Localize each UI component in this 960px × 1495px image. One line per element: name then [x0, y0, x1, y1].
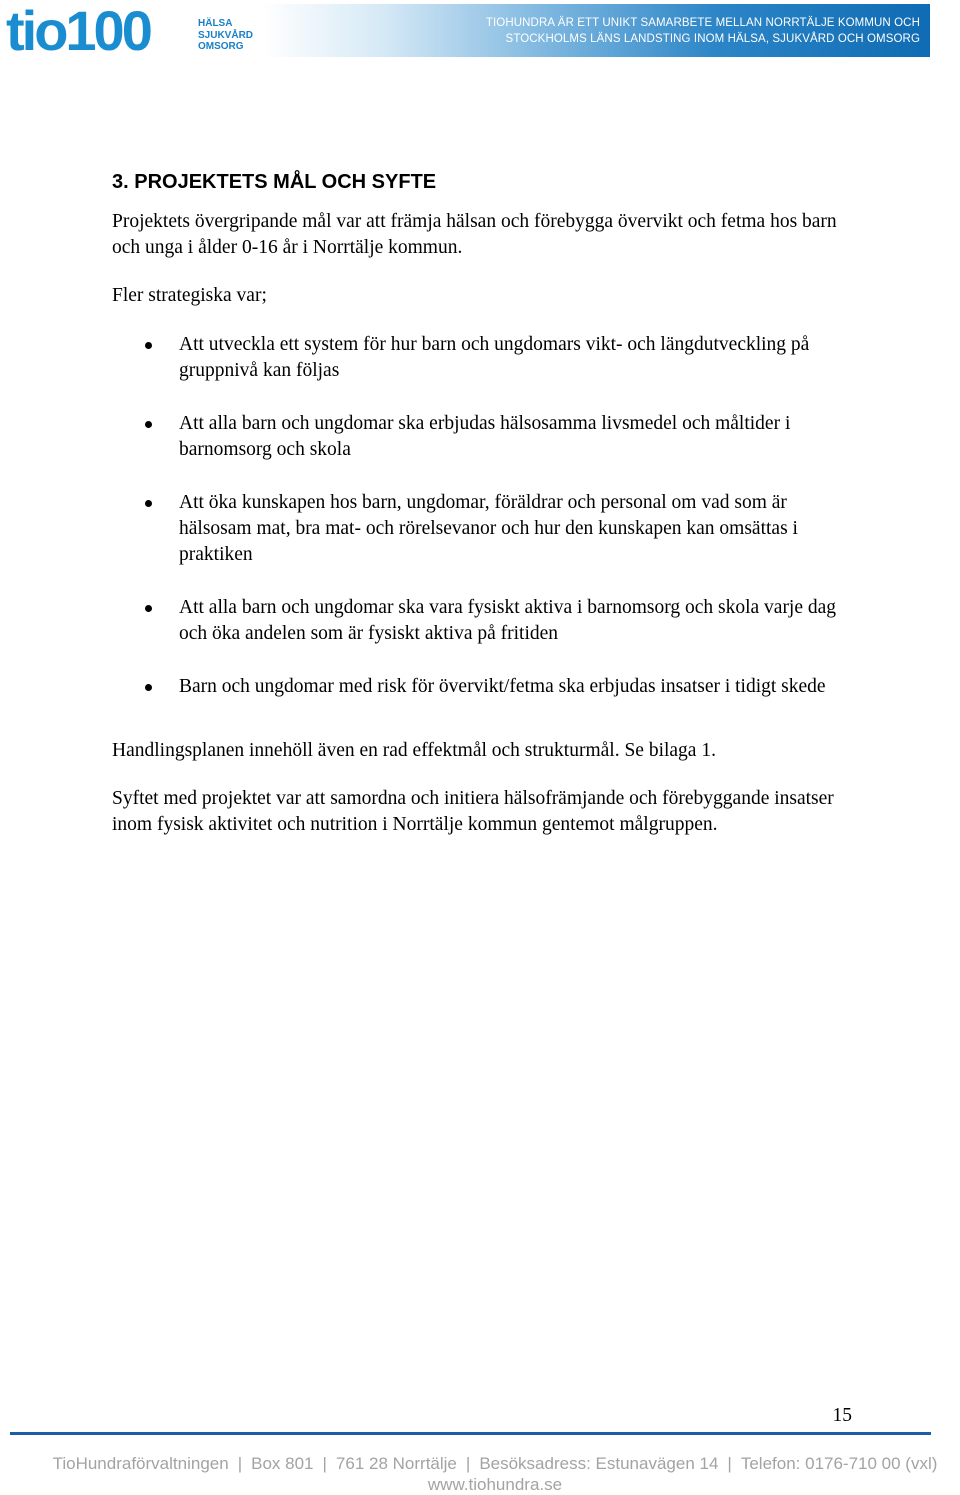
logo-tagline-line: HÄLSA	[198, 18, 233, 29]
bullet-icon	[145, 421, 152, 428]
footer-separator: |	[465, 1454, 471, 1473]
logo-tagline-line: SJUKVÅRD	[198, 29, 254, 41]
list-item-text: Att alla barn och ungdomar ska vara fysiskt aktiva i barnomsorg och skola varje dag och öka andelen som är fysiskt aktiva på fritiden	[179, 597, 837, 644]
list-item	[112, 595, 852, 647]
list-item-text: Att utveckla ett system för hur barn och ungdomars vikt- och längdutveckling på gruppnivå kan följas	[179, 334, 810, 381]
list-item	[112, 411, 852, 463]
page-number: 15	[832, 1405, 852, 1426]
lead-paragraph: Fler strategiska var;	[112, 285, 267, 306]
list-item	[112, 332, 852, 384]
list-item	[112, 674, 852, 700]
footer-postbox: Box 801	[251, 1454, 314, 1473]
footer-separator: |	[237, 1454, 243, 1473]
header-banner	[262, 4, 930, 57]
bullet-icon	[145, 342, 152, 349]
action-plan-paragraph: Handlingsplanen innehöll även en rad effektmål och strukturmål. Se bilaga 1.	[112, 740, 716, 761]
footer-phone: Telefon: 0176-710 00 (vxl)	[740, 1454, 938, 1473]
bullet-icon	[145, 500, 152, 507]
bullet-icon	[145, 684, 152, 691]
intro-paragraph: Projektets övergripande mål var att främja hälsan och förebygga övervikt och fetma hos barn och unga i ålder 0-16 år i Norrtälje kommun.	[112, 211, 837, 258]
list-item-text: Att alla barn och ungdomar ska erbjudas hälsosamma livsmedel och måltider i barnomsorg och skola	[179, 413, 791, 460]
banner-line: STOCKHOLMS LÄNS LANDSTING INOM HÄLSA, SJUKVÅRD OCH OMSORG	[505, 33, 920, 45]
bullet-icon	[145, 605, 152, 612]
list-item-text: Barn och ungdomar med risk för övervikt/fetma ska erbjudas insatser i tidigt skede	[179, 676, 826, 697]
footer-website-link[interactable]: www.tiohundra.se	[427, 1475, 563, 1494]
banner-line: TIOHUNDRA ÄR ETT UNIKT SAMARBETE MELLAN NORRTÄLJE KOMMUN OCH	[485, 17, 920, 29]
footer-separator: |	[322, 1454, 327, 1473]
footer-separator: |	[727, 1454, 732, 1473]
logo-tagline	[198, 18, 253, 53]
footer-postal-address: 761 28 Norrtälje	[335, 1454, 457, 1473]
logo-tagline-line: OMSORG	[198, 41, 244, 52]
section-title: 3. PROJEKTETS MÅL OCH SYFTE	[112, 171, 437, 193]
tiohundra-logo	[6, 0, 256, 62]
document-body	[112, 168, 852, 838]
purpose-paragraph: Syftet med projektet var att samordna och initiera hälsofrämjande och förebyggande insatser inom fysisk aktivitet och nutrition i Norrtälje kommun gentemot målgruppen.	[112, 788, 834, 835]
list-item-text: Att öka kunskapen hos barn, ungdomar, föräldrar och personal om vad som är hälsosam mat, bra mat- och rörelsevanor och hur den kunskapen kan omsättas i praktiken	[179, 492, 798, 565]
list-item	[112, 490, 852, 568]
footer-visit-address: Besöksadress: Estunavägen 14	[479, 1454, 719, 1473]
page-header	[0, 0, 960, 62]
banner-text	[460, 15, 920, 47]
footer-organization: TioHundraförvaltningen	[52, 1454, 229, 1473]
logo-wordmark: tio100	[6, 0, 150, 62]
footer-contact-info	[0, 1454, 960, 1474]
footer-divider	[10, 1432, 931, 1435]
goal-list	[112, 332, 852, 700]
